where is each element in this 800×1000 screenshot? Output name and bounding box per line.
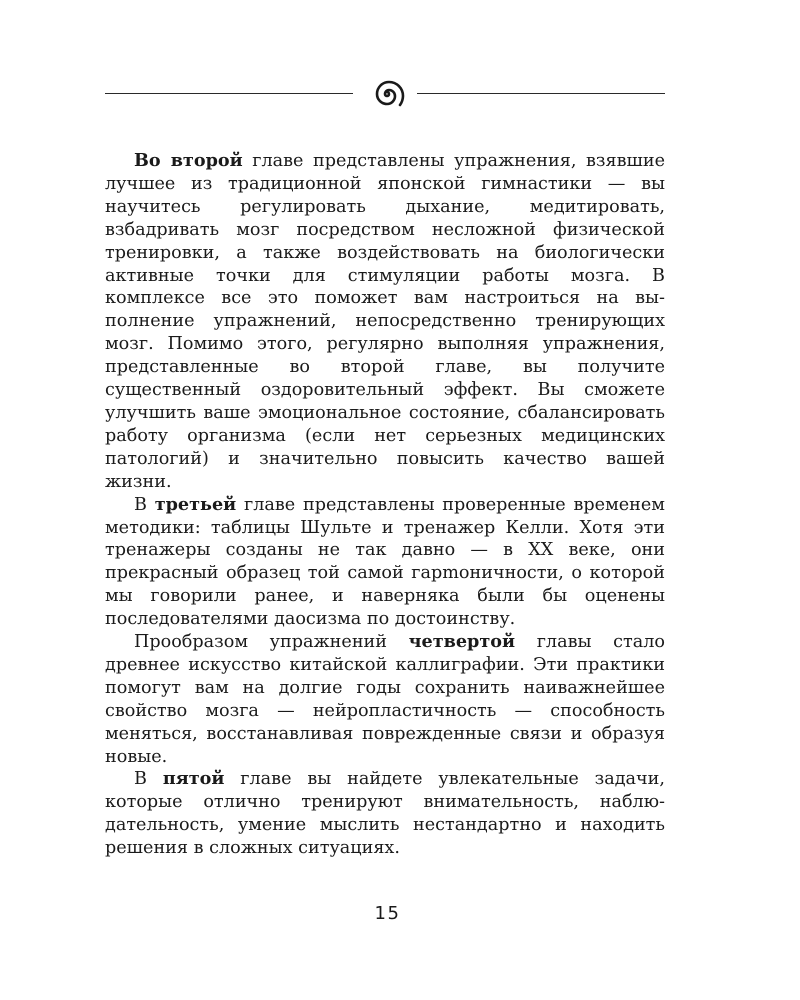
emphasis-chapter-2: Во второй — [134, 150, 243, 171]
body-text — [105, 150, 665, 860]
page-number: 15 — [374, 903, 401, 924]
emphasis-chapter-3: третьей — [154, 493, 237, 515]
paragraph-chapter-5: В пятой главе вы найдете увлекательные задачи, которые отлично тренируют внимательность, наблюдательность, умение мыслить нестандартно и находить решения в сложных ситуациях. — [105, 768, 665, 859]
spiral-icon — [367, 74, 407, 114]
paragraph-chapter-4: Прообразом упражнений четвертой главы стало древнее искусство китайской каллиграфии. Эти практики помогут вам на долгие годы сохранить наиважнейшее свойство мозга — нейропластичность — способность меняться, восстанавливая поврежденные связи и образуя новые. — [105, 631, 665, 767]
paragraph-chapter-3: В третьей главе представлены проверенные временем методики: таблицы Шульте и тренажер Келли. Хотя эти тренажеры созданы не так давно — в XX веке, они прекрасный образец той самой гарmоничности, о которой мы говорили ранее, и наверняка были бы оценены последователями даосизма по достоинству. — [105, 493, 665, 630]
emphasis-chapter-4: четвертой — [408, 631, 516, 653]
emphasis-chapter-5: пятой — [162, 768, 225, 790]
header-rule-right — [417, 93, 665, 94]
header-ornament — [105, 72, 665, 116]
header-rule-left — [105, 93, 353, 94]
paragraph-chapter-2: Во второй главе представлены упражнения, взявшие лучшее из традиционной японской гимнастики — вы научитесь регулировать дыхание, медитировать, взбадривать мозг посредством несложной физической тренировки, а также воздействовать на биологически активные точки для стимуляции работы мозга. В комплексе все это поможет вам настроиться на выполнение упражнений, непосредственно тренирующих мозг. Помимо этого, регулярно выполняя упражнения, представленные во второй главе, вы получите существенный оздоровительный эффект. Вы сможете улучшить ваше эмоциональное состояние, сбалансировать работу организма (если нет серьезных медицинских патологий) и значительно повысить качество вашей жизни. — [105, 150, 665, 492]
